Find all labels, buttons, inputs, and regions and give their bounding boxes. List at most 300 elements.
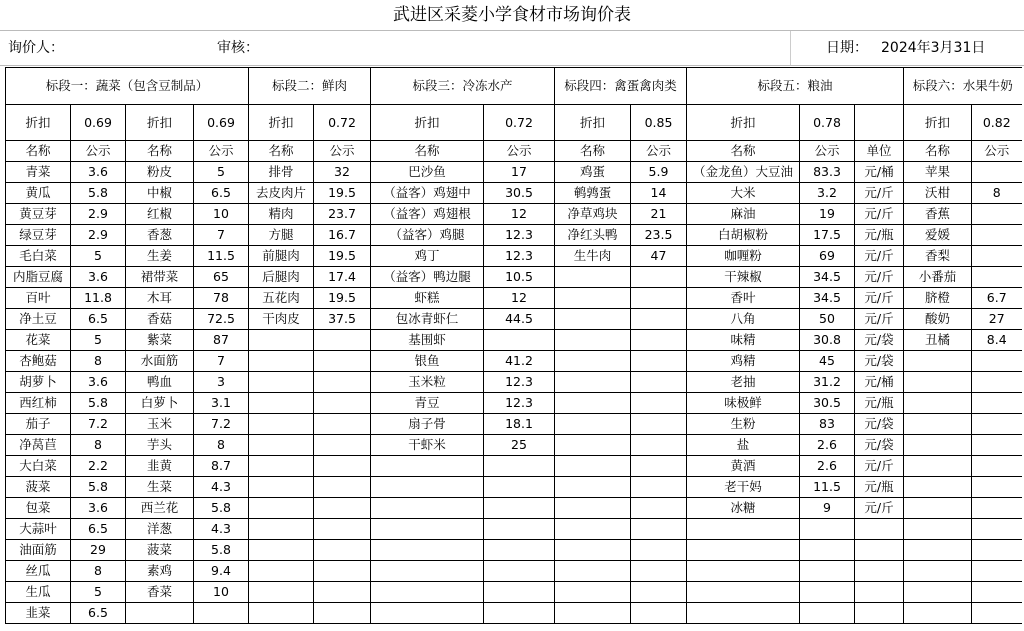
- col-header-price: 公示: [800, 141, 855, 162]
- fruit-name-cell: 脐橙: [904, 288, 972, 309]
- veg-a-price-cell: 6.5: [71, 603, 126, 624]
- empty-cell: [631, 456, 687, 477]
- reviewer-label: 审核：: [217, 40, 259, 56]
- empty-cell: [555, 498, 631, 519]
- meat-price-cell: 23.7: [314, 204, 371, 225]
- empty-cell: [800, 603, 855, 624]
- discount-label: 折扣: [126, 105, 194, 141]
- fruit-price-cell: [972, 162, 1022, 183]
- info-bar: [0, 30, 1024, 66]
- empty-cell: [631, 477, 687, 498]
- seafood-price-cell: 12: [484, 204, 555, 225]
- fruit-price-cell: 8.4: [972, 330, 1022, 351]
- grain-unit-cell: 元/斤: [855, 288, 904, 309]
- meat-name-cell: 排骨: [249, 162, 314, 183]
- empty-cell: [904, 561, 972, 582]
- empty-cell: [800, 561, 855, 582]
- grain-name-cell: 味极鲜: [687, 393, 800, 414]
- empty-cell: [855, 105, 904, 141]
- grain-price-cell: 69: [800, 246, 855, 267]
- veg-a-price-cell: 2.9: [71, 225, 126, 246]
- veg-a-name-cell: 百叶: [6, 288, 71, 309]
- grain-price-cell: 34.5: [800, 267, 855, 288]
- page-title: 武进区采菱小学食材市场询价表: [393, 5, 631, 25]
- empty-cell: [972, 456, 1022, 477]
- table-row: [6, 288, 1022, 309]
- veg-b-price-cell: 65: [194, 267, 249, 288]
- date-label: 日期：: [826, 40, 868, 56]
- seafood-name-cell: 包冰青虾仁: [371, 309, 484, 330]
- grain-unit-cell: 元/袋: [855, 330, 904, 351]
- veg-b-price-cell: 6.5: [194, 183, 249, 204]
- segment-1: 标段一：蔬菜（包含豆制品）: [6, 68, 249, 105]
- grain-name-cell: 老干妈: [687, 477, 800, 498]
- meat-name-cell: 方腿: [249, 225, 314, 246]
- empty-cell: [371, 561, 484, 582]
- veg-a-price-cell: 29: [71, 540, 126, 561]
- veg-b-name-cell: 香葱: [126, 225, 194, 246]
- meat-price-cell: 19.5: [314, 183, 371, 204]
- column-header-row: [6, 141, 1022, 162]
- empty-cell: [631, 393, 687, 414]
- discount-label: 折扣: [249, 105, 314, 141]
- empty-cell: [631, 372, 687, 393]
- veg-a-name-cell: 绿豆芽: [6, 225, 71, 246]
- veg-a-price-cell: 5.8: [71, 393, 126, 414]
- grain-name-cell: 黄酒: [687, 456, 800, 477]
- grain-unit-cell: 元/瓶: [855, 477, 904, 498]
- seafood-price-cell: 12.3: [484, 225, 555, 246]
- veg-a-name-cell: 西红柿: [6, 393, 71, 414]
- table-row: [6, 246, 1022, 267]
- grain-price-cell: 2.6: [800, 435, 855, 456]
- empty-cell: [555, 456, 631, 477]
- grain-name-cell: 干辣椒: [687, 267, 800, 288]
- empty-cell: [631, 603, 687, 624]
- fruit-name-cell: 酸奶: [904, 309, 972, 330]
- veg-b-name-cell: 菠菜: [126, 540, 194, 561]
- empty-cell: [249, 477, 314, 498]
- veg-b-name-cell: 素鸡: [126, 561, 194, 582]
- grain-price-cell: 83.3: [800, 162, 855, 183]
- price-table: [5, 67, 1022, 624]
- veg-b-name-cell: 香菇: [126, 309, 194, 330]
- seafood-name-cell: （益客）鸭边腿: [371, 267, 484, 288]
- empty-cell: [314, 498, 371, 519]
- table-row: [6, 582, 1022, 603]
- veg-a-price-cell: 5.8: [71, 183, 126, 204]
- col-header-unit: 单位: [855, 141, 904, 162]
- grain-name-cell: 盐: [687, 435, 800, 456]
- veg-a-name-cell: 韭菜: [6, 603, 71, 624]
- veg-a-name-cell: 净土豆: [6, 309, 71, 330]
- veg-a-name-cell: 菠菜: [6, 477, 71, 498]
- grain-name-cell: 老抽: [687, 372, 800, 393]
- empty-cell: [631, 582, 687, 603]
- veg-a-name-cell: 大蒜叶: [6, 519, 71, 540]
- veg-a-name-cell: 黄瓜: [6, 183, 71, 204]
- discount-label: 折扣: [555, 105, 631, 141]
- grain-price-cell: 17.5: [800, 225, 855, 246]
- veg-b-name-cell: 香菜: [126, 582, 194, 603]
- empty-cell: [484, 456, 555, 477]
- col-header-name: 名称: [126, 141, 194, 162]
- veg-a-price-cell: 5.8: [71, 477, 126, 498]
- grain-price-cell: 45: [800, 351, 855, 372]
- empty-cell: [972, 540, 1022, 561]
- veg-b-price-cell: 7: [194, 351, 249, 372]
- table-row: [6, 519, 1022, 540]
- empty-cell: [249, 519, 314, 540]
- discount-label: 折扣: [6, 105, 71, 141]
- poultry-name-cell: 生牛肉: [555, 246, 631, 267]
- fruit-price-cell: 27: [972, 309, 1022, 330]
- empty-cell: [249, 330, 314, 351]
- table-row: [6, 351, 1022, 372]
- discount-grain: 0.78: [800, 105, 855, 141]
- empty-cell: [631, 330, 687, 351]
- empty-cell: [555, 330, 631, 351]
- empty-cell: [972, 372, 1022, 393]
- veg-a-name-cell: 黄豆芽: [6, 204, 71, 225]
- empty-cell: [555, 372, 631, 393]
- table-row: [6, 456, 1022, 477]
- empty-cell: [631, 435, 687, 456]
- empty-cell: [631, 561, 687, 582]
- empty-cell: [972, 393, 1022, 414]
- empty-cell: [314, 435, 371, 456]
- discount-veg-b: 0.69: [194, 105, 249, 141]
- empty-cell: [249, 561, 314, 582]
- grain-unit-cell: 元/袋: [855, 351, 904, 372]
- empty-cell: [371, 603, 484, 624]
- empty-cell: [904, 519, 972, 540]
- col-header-price: 公示: [71, 141, 126, 162]
- fruit-price-cell: 8: [972, 183, 1022, 204]
- empty-cell: [314, 372, 371, 393]
- grain-unit-cell: 元/袋: [855, 414, 904, 435]
- empty-cell: [904, 393, 972, 414]
- seafood-name-cell: 青豆: [371, 393, 484, 414]
- empty-cell: [904, 414, 972, 435]
- table-row: [6, 267, 1022, 288]
- veg-a-price-cell: 6.5: [71, 519, 126, 540]
- fruit-name-cell: 香蕉: [904, 204, 972, 225]
- empty-cell: [371, 519, 484, 540]
- seafood-price-cell: 10.5: [484, 267, 555, 288]
- veg-a-name-cell: 生瓜: [6, 582, 71, 603]
- veg-a-name-cell: 油面筋: [6, 540, 71, 561]
- grain-price-cell: 31.2: [800, 372, 855, 393]
- table-row: [6, 204, 1022, 225]
- col-header-price: 公示: [194, 141, 249, 162]
- veg-a-price-cell: 5: [71, 330, 126, 351]
- empty-cell: [314, 351, 371, 372]
- seafood-price-cell: 17: [484, 162, 555, 183]
- empty-cell: [904, 582, 972, 603]
- veg-b-name-cell: 裙带菜: [126, 267, 194, 288]
- empty-cell: [687, 582, 800, 603]
- seafood-price-cell: 12.3: [484, 246, 555, 267]
- col-header-name: 名称: [371, 141, 484, 162]
- veg-a-name-cell: 胡萝卜: [6, 372, 71, 393]
- grain-price-cell: 30.5: [800, 393, 855, 414]
- veg-b-name-cell: 水面筋: [126, 351, 194, 372]
- meat-price-cell: 37.5: [314, 309, 371, 330]
- empty-cell: [631, 267, 687, 288]
- veg-b-price-cell: 72.5: [194, 309, 249, 330]
- empty-cell: [631, 309, 687, 330]
- empty-cell: [249, 456, 314, 477]
- poultry-name-cell: 鹌鹑蛋: [555, 183, 631, 204]
- col-header-price: 公示: [972, 141, 1022, 162]
- poultry-price-cell: 23.5: [631, 225, 687, 246]
- discount-veg-a: 0.69: [71, 105, 126, 141]
- grain-name-cell: 味精: [687, 330, 800, 351]
- grain-name-cell: 冰糖: [687, 498, 800, 519]
- empty-cell: [555, 603, 631, 624]
- grain-name-cell: （金龙鱼）大豆油: [687, 162, 800, 183]
- empty-cell: [484, 561, 555, 582]
- grain-name-cell: 白胡椒粉: [687, 225, 800, 246]
- meat-name-cell: 干肉皮: [249, 309, 314, 330]
- veg-a-price-cell: 7.2: [71, 414, 126, 435]
- veg-a-price-cell: 3.6: [71, 162, 126, 183]
- empty-cell: [555, 519, 631, 540]
- inquirer-label: 询价人：: [8, 40, 64, 56]
- veg-b-name-cell: 中椒: [126, 183, 194, 204]
- empty-cell: [972, 435, 1022, 456]
- empty-cell: [904, 477, 972, 498]
- seafood-price-cell: 30.5: [484, 183, 555, 204]
- empty-cell: [972, 477, 1022, 498]
- discount-label: 折扣: [687, 105, 800, 141]
- discount-meat: 0.72: [314, 105, 371, 141]
- veg-a-name-cell: 毛白菜: [6, 246, 71, 267]
- empty-cell: [555, 414, 631, 435]
- fruit-price-cell: [972, 246, 1022, 267]
- empty-cell: [855, 519, 904, 540]
- empty-cell: [855, 540, 904, 561]
- empty-cell: [555, 435, 631, 456]
- empty-cell: [555, 393, 631, 414]
- veg-b-price-cell: 4.3: [194, 477, 249, 498]
- veg-b-name-cell: 木耳: [126, 288, 194, 309]
- empty-cell: [904, 372, 972, 393]
- veg-a-name-cell: 丝瓜: [6, 561, 71, 582]
- empty-cell: [631, 414, 687, 435]
- veg-b-name-cell: 韭黄: [126, 456, 194, 477]
- veg-a-price-cell: 3.6: [71, 498, 126, 519]
- table-row: [6, 540, 1022, 561]
- col-header-price: 公示: [631, 141, 687, 162]
- grain-price-cell: 2.6: [800, 456, 855, 477]
- empty-cell: [249, 393, 314, 414]
- empty-cell: [555, 351, 631, 372]
- fruit-price-cell: [972, 225, 1022, 246]
- empty-cell: [371, 477, 484, 498]
- meat-price-cell: 19.5: [314, 246, 371, 267]
- segment-3: 标段三：冷冻水产: [371, 68, 555, 105]
- seafood-price-cell: 12.3: [484, 372, 555, 393]
- veg-b-name-cell: 粉皮: [126, 162, 194, 183]
- veg-a-name-cell: 花菜: [6, 330, 71, 351]
- fruit-price-cell: [972, 267, 1022, 288]
- veg-b-name-cell: 洋葱: [126, 519, 194, 540]
- veg-a-price-cell: 2.2: [71, 456, 126, 477]
- veg-a-name-cell: 净莴苣: [6, 435, 71, 456]
- seafood-price-cell: 12: [484, 288, 555, 309]
- seafood-name-cell: 基围虾: [371, 330, 484, 351]
- seafood-name-cell: 玉米粒: [371, 372, 484, 393]
- empty-cell: [484, 603, 555, 624]
- discount-label: 折扣: [371, 105, 484, 141]
- poultry-name-cell: 净红头鸭: [555, 225, 631, 246]
- table-row: [6, 435, 1022, 456]
- empty-cell: [555, 267, 631, 288]
- empty-cell: [631, 288, 687, 309]
- veg-b-price-cell: 9.4: [194, 561, 249, 582]
- col-header-price: 公示: [314, 141, 371, 162]
- poultry-name-cell: 鸡蛋: [555, 162, 631, 183]
- empty-cell: [249, 498, 314, 519]
- info-divider: [790, 31, 791, 65]
- seafood-name-cell: （益客）鸡翅中: [371, 183, 484, 204]
- discount-poultry: 0.85: [631, 105, 687, 141]
- empty-cell: [972, 519, 1022, 540]
- col-header-name: 名称: [6, 141, 71, 162]
- empty-cell: [555, 540, 631, 561]
- empty-cell: [249, 351, 314, 372]
- seafood-name-cell: 扇子骨: [371, 414, 484, 435]
- discount-seafood: 0.72: [484, 105, 555, 141]
- poultry-price-cell: 21: [631, 204, 687, 225]
- veg-a-price-cell: 5: [71, 246, 126, 267]
- veg-b-price-cell: [194, 603, 249, 624]
- empty-cell: [371, 456, 484, 477]
- grain-unit-cell: 元/斤: [855, 246, 904, 267]
- empty-cell: [687, 519, 800, 540]
- grain-name-cell: 鸡精: [687, 351, 800, 372]
- empty-cell: [314, 330, 371, 351]
- veg-a-price-cell: 3.6: [71, 267, 126, 288]
- empty-cell: [314, 393, 371, 414]
- grain-unit-cell: 元/斤: [855, 309, 904, 330]
- veg-b-price-cell: 3.1: [194, 393, 249, 414]
- veg-b-price-cell: 5: [194, 162, 249, 183]
- empty-cell: [904, 603, 972, 624]
- seafood-price-cell: 25: [484, 435, 555, 456]
- veg-b-name-cell: 芋头: [126, 435, 194, 456]
- fruit-name-cell: 香梨: [904, 246, 972, 267]
- segment-5: 标段五：粮油: [687, 68, 904, 105]
- veg-b-price-cell: 8.7: [194, 456, 249, 477]
- veg-b-name-cell: 紫菜: [126, 330, 194, 351]
- grain-unit-cell: 元/斤: [855, 498, 904, 519]
- table-row: [6, 225, 1022, 246]
- empty-cell: [555, 477, 631, 498]
- grain-price-cell: 30.8: [800, 330, 855, 351]
- fruit-price-cell: [972, 204, 1022, 225]
- grain-unit-cell: 元/斤: [855, 267, 904, 288]
- empty-cell: [555, 561, 631, 582]
- empty-cell: [631, 540, 687, 561]
- fruit-name-cell: 爱媛: [904, 225, 972, 246]
- seafood-name-cell: （益客）鸡腿: [371, 225, 484, 246]
- table-row: [6, 393, 1022, 414]
- seafood-name-cell: （益客）鸡翅根: [371, 204, 484, 225]
- veg-b-price-cell: 87: [194, 330, 249, 351]
- empty-cell: [371, 582, 484, 603]
- seafood-name-cell: 巴沙鱼: [371, 162, 484, 183]
- empty-cell: [904, 351, 972, 372]
- empty-cell: [855, 582, 904, 603]
- seafood-price-cell: 18.1: [484, 414, 555, 435]
- meat-name-cell: 前腿肉: [249, 246, 314, 267]
- grain-price-cell: 3.2: [800, 183, 855, 204]
- table-row: [6, 561, 1022, 582]
- grain-price-cell: 9: [800, 498, 855, 519]
- veg-b-price-cell: 4.3: [194, 519, 249, 540]
- veg-b-name-cell: 白萝卜: [126, 393, 194, 414]
- grain-unit-cell: 元/袋: [855, 435, 904, 456]
- empty-cell: [371, 498, 484, 519]
- empty-cell: [249, 582, 314, 603]
- meat-price-cell: 19.5: [314, 288, 371, 309]
- veg-a-price-cell: 8: [71, 435, 126, 456]
- segment-4: 标段四：禽蛋禽肉类: [555, 68, 687, 105]
- seafood-price-cell: [484, 330, 555, 351]
- grain-unit-cell: 元/瓶: [855, 393, 904, 414]
- veg-a-name-cell: 杏鲍菇: [6, 351, 71, 372]
- empty-cell: [249, 540, 314, 561]
- veg-b-price-cell: 8: [194, 435, 249, 456]
- segment-row: [6, 68, 1022, 105]
- empty-cell: [555, 582, 631, 603]
- table-row: [6, 477, 1022, 498]
- table-row: [6, 372, 1022, 393]
- veg-b-price-cell: 5.8: [194, 498, 249, 519]
- empty-cell: [972, 414, 1022, 435]
- fruit-name-cell: 小番茄: [904, 267, 972, 288]
- empty-cell: [631, 351, 687, 372]
- segment-6: 标段六：水果牛奶: [904, 68, 1022, 105]
- veg-b-price-cell: 7.2: [194, 414, 249, 435]
- grain-name-cell: 香叶: [687, 288, 800, 309]
- empty-cell: [687, 540, 800, 561]
- empty-cell: [904, 498, 972, 519]
- table-row: [6, 183, 1022, 204]
- veg-b-name-cell: 玉米: [126, 414, 194, 435]
- meat-name-cell: 后腿肉: [249, 267, 314, 288]
- meat-name-cell: 五花肉: [249, 288, 314, 309]
- veg-a-name-cell: 茄子: [6, 414, 71, 435]
- table-row: [6, 603, 1022, 624]
- empty-cell: [249, 414, 314, 435]
- empty-cell: [484, 477, 555, 498]
- empty-cell: [972, 561, 1022, 582]
- poultry-price-cell: 14: [631, 183, 687, 204]
- table-row: [6, 498, 1022, 519]
- empty-cell: [314, 603, 371, 624]
- grain-price-cell: 83: [800, 414, 855, 435]
- grain-name-cell: 大米: [687, 183, 800, 204]
- veg-a-price-cell: 5: [71, 582, 126, 603]
- empty-cell: [904, 435, 972, 456]
- grain-unit-cell: 元/斤: [855, 456, 904, 477]
- fruit-price-cell: 6.7: [972, 288, 1022, 309]
- poultry-price-cell: 5.9: [631, 162, 687, 183]
